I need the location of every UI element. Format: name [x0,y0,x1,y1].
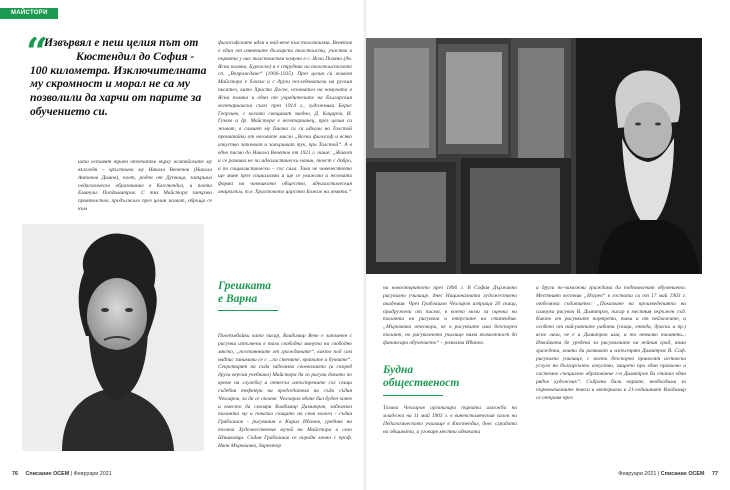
pull-quote-line: Извървял е пеш целия път от [44,36,199,49]
footer-right: Февруари 2021 | Списание ОСЕМ 77 [618,471,718,477]
issue-date: Февруари 2021 [73,471,112,477]
body-column-f: и други по-заможни граждани да подпомогнат обучението. Местният вестник „Изгрев“ в гостата си от 17 май 1903 г. отбелязва събитието: „Показване на произведенията на самоука рисувач В. Димитров, писар в местния окръжен съд. Както от рисунките портрети, така и от пейзажите, и особено от най-ранните работи (скици, етюди, драски и пр.) ясно личи, че е и Димитров има, и то немалко таланти... Изкойвата бе уредена за рисувалните на нейния град, няма граждани, които да развиват и изпъстрят Димитров В. Соф. рисувално училище, с което безспорно приносят истинска услуга на българското изкуство, защото при един правилно и системно специално образование г-н Димитров би станал един рядък художник“. Събрани били парите, необходими за първоначалните такси и материали и 21-годишният Владимир се отправя през [536,285,686,401]
section-tab: МАЙСТОРИ [0,8,58,19]
pull-quote-line: му скромност и морал не са му [30,77,191,91]
subheading-line: Будна [383,364,414,376]
footer-left: 76 Списание ОСЕМ | Февруари 2021 [12,471,112,477]
subheading-rule [383,395,443,396]
subheading-line: Грешката [218,280,272,292]
subheading-line: е Варна [218,293,258,305]
pull-quote-line: позволили да харчи от парите за [30,91,202,105]
body-column-e: Тогава Чехларов организира първата изложба на младежа на 11 май 1903 г. в винекстаменския салон на Педагогическото училище в Кюстендил, днес сградата на общината, и уговаря местни адвокати [383,405,517,435]
pull-quote-line: Кюстендил до София - [76,49,195,63]
studio-illustration [366,38,702,274]
pull-quote-line: обучението си. [30,104,108,118]
page-number: 77 [712,471,718,477]
subheading-line: общественост [383,377,460,389]
quote-mark-icon: “ [26,29,48,74]
subheading-rule [218,310,278,311]
body-column-a: што оставят траен отпечатък върху житейските му възгледи – връстника му Никола Венетов (Никола Антонов Димов), поет, роден от Дупница, завършил педагогическо образование в Кюстендил, и поета Емануил Попдимитров. С тях Майстора завързва приятелство, продължило през целия живот, обръщо се към [78,159,212,213]
portrait-photo [22,224,204,451]
magazine-name: Списание ОСЕМ [660,471,705,477]
subheading-public [383,364,459,390]
portrait-illustration [22,224,204,451]
body-column-d: на новооткритото през 1896 г. В София Държавно рисувално училище, днес Националната художествена академия. Чрез Граблашов Чехларов изпраща 20 скици, придружени от писмо, в което моли за оценка на таланта на рисувача и отпускане на стипендия. „Мърквичка отговори, че в рисунките има безспорен талант, но рисувалното училище няма възможност да финансира обучението“ – разказва Ибанов. [383,285,517,346]
body-column-c: Поотъвбайки като писар, Владимир Вече е запомнен с рисунки изпълнени в тази свободна минута на свободно място, „постоянните от гражданите“, както под сам надпис занимава се с ...по стените, вратите и буквите“. Секретарят на съда забелязва своеволието (а според друга версия учебника) Майстора да го рисува докато по време на служба) и отнесъл изпъстрените със скици съдебни тефтери на председателя на съда съдия Чехларов, за да се оплаче. Чехларов обаче бил буден човек и вместо да смъмри Владимир Димитров, забелязал таланта му и показал скиците на своя колега - съдия Граблашов - рисувания в Кирил Ибанов, уредник на тогава Художествения музей на Майстора в село Шишковци. Съдия Граблашов се поради лично с проф. Иван Мърквичка, директор [218,333,352,449]
artist-studio-photo [366,38,702,274]
body-column-b: философските идеи и най-вече към толстоизма. Венетов е един от изявените български толстоисти, участва в първата у нас толстоистка комуна в с. Ясна Поляна (дн. Ясна поляна, Бургаско) и е струдник на толстоистското сп. „Възраждане“ (1906-1935). През целия си живот Майстора е близък и с други последователи на руския писател, като Христо Досев, основател на комуната в Ясна поляна и един от учредителите на Българския вегетариански съюз през 1914 г., художника Борис Георгиев, с когото свещават заедно, Д. Кацаров, И. Гузкев и др. Майстора е вегетарианец, през целия си живот, а самият му близки си са идеали на Толстой прочитайки от неговите мисли „Всеки философ и всяко изкуство започват и завършват тук, при Толстой“. А в едно писмо до Никола Венетов от 1921 г. пише: „Живот и се развива не по идеалистически начин, тоест с добро, а по социалистически – със сила. Така че човечеството ще мине през социализма и ще се уважава и неговата форма на човешкото общество, идеалистическия анархизъм, т.е. Христовото царство Божие на земята.“ [218,40,352,196]
pull-quote [30,36,210,119]
subheading-mistake-varna [218,280,271,306]
pull-quote-line: 100 километра. Изключителната [30,63,207,77]
magazine-name: Списание ОСЕМ [25,471,70,477]
issue-date: Февруари 2021 [618,471,657,477]
page-number: 76 [12,471,18,477]
